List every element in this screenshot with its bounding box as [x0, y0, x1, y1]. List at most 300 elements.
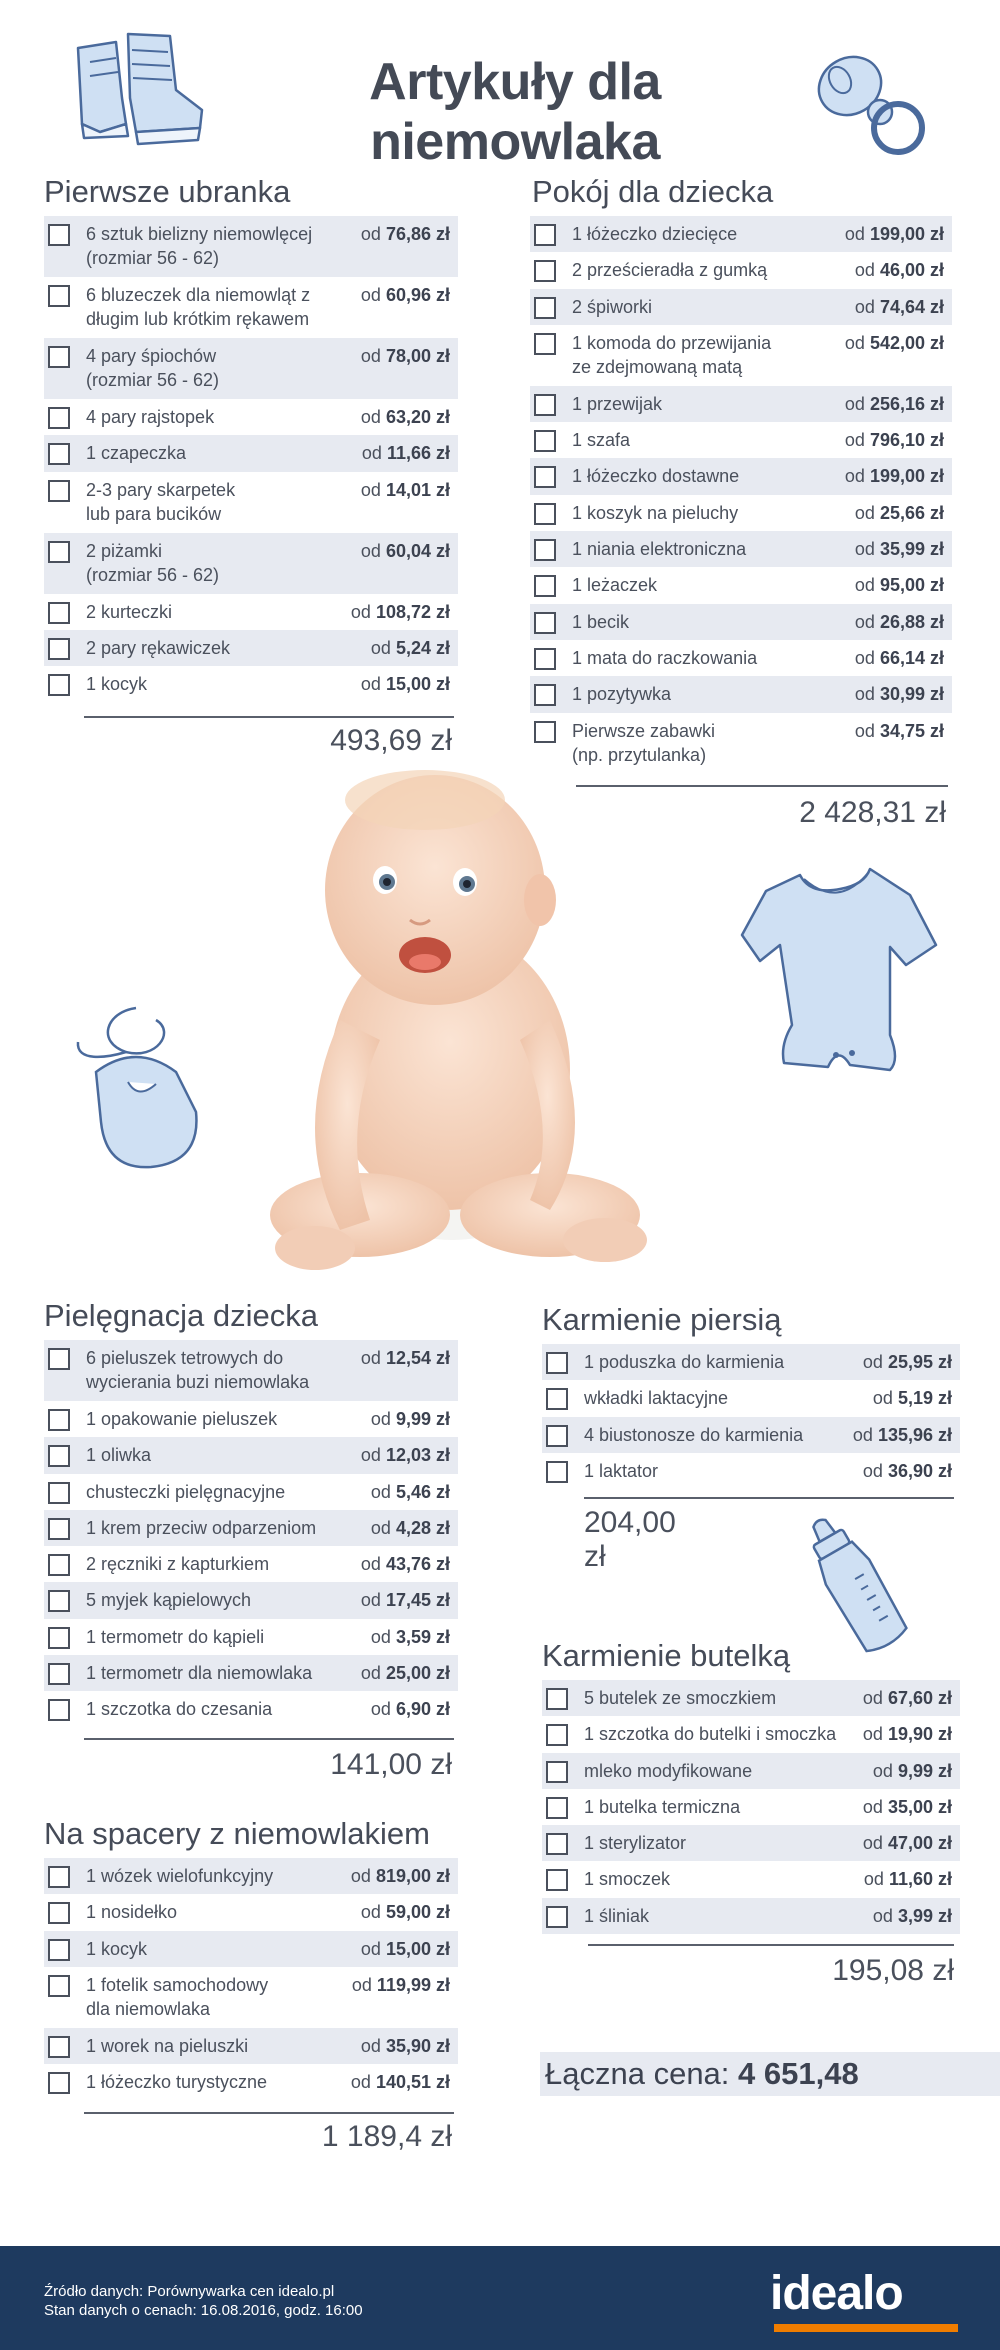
item-price [361, 1937, 458, 1961]
checkbox[interactable] [48, 541, 70, 563]
item-name: 1 smoczek [584, 1869, 671, 1890]
price-value: 140,51 zł [375, 2072, 450, 2093]
price-value: 12,54 zł [385, 1348, 450, 1368]
checkbox[interactable] [48, 1939, 70, 1961]
list-item [542, 1453, 960, 1489]
item-name: 2 śpiworki [572, 296, 653, 317]
item-price [855, 719, 952, 743]
price-prefix: od [863, 1869, 884, 1890]
price-value: 35,99 zł [879, 539, 944, 560]
grand-total-label: Łączna cena: [545, 2056, 730, 2091]
item-price [855, 573, 952, 597]
checkbox[interactable] [534, 684, 556, 706]
item-price [361, 1552, 458, 1576]
breast-list [542, 1344, 960, 1489]
price-value: 11,66 zł [386, 443, 450, 464]
price-value: 43,76 zł [385, 1554, 450, 1575]
price-prefix: od [854, 539, 875, 560]
price-prefix: od [360, 2035, 381, 2056]
price-value: 5,24 zł [395, 637, 450, 658]
list-item [542, 1898, 960, 1934]
list-item [542, 1380, 960, 1416]
checkbox[interactable] [534, 575, 556, 597]
idealo-logo[interactable] [770, 2266, 960, 2336]
item-price [864, 1867, 960, 1891]
care-total: 141,00 zł [330, 1748, 452, 1781]
item-price [845, 428, 952, 452]
price-value: 796,10 zł [869, 430, 944, 451]
checkbox[interactable] [48, 1445, 70, 1467]
footer-source-line1: Źródło danych: Porównywarka cen idealo.pl [44, 2283, 335, 2300]
price-value: 25,95 zł [887, 1352, 952, 1372]
price-prefix: od [361, 443, 382, 464]
item-name: 1 komoda do przewijania ze zdejmowaną matą [572, 332, 772, 377]
item-price [855, 646, 952, 670]
item-name: 1 leżaczek [572, 575, 658, 596]
price-prefix: od [360, 1445, 381, 1466]
list-item [44, 1437, 458, 1473]
item-name: 2 ręczniki z kapturkiem [86, 1554, 270, 1575]
list-item [530, 676, 952, 712]
checkbox[interactable] [48, 1975, 70, 1997]
item-name: 1 przewijak [572, 393, 663, 414]
price-value: 3,59 zł [395, 1626, 450, 1647]
price-prefix: od [350, 1866, 371, 1886]
item-name: 1 kocyk [86, 1938, 148, 1959]
item-name: 1 koszyk na pieluchy [572, 502, 739, 523]
footer [0, 2246, 1000, 2350]
price-value: 542,00 zł [869, 332, 944, 353]
item-name: 2 piżamki (rozmiar 56 - 62) [86, 540, 220, 585]
item-name: mleko modyfikowane [584, 1760, 753, 1781]
item-price [371, 1625, 458, 1649]
price-value: 60,96 zł [385, 285, 450, 305]
list-item [44, 1691, 458, 1727]
item-name: 1 niania elektroniczna [572, 539, 747, 560]
list-item [44, 1340, 458, 1401]
item-name: 1 termometr do kąpieli [86, 1626, 265, 1647]
price-value: 76,86 zł [385, 224, 450, 244]
price-prefix: od [852, 1424, 873, 1445]
price-value: 25,00 zł [385, 1663, 450, 1684]
list-item [44, 630, 458, 666]
item-price [863, 1831, 960, 1855]
list-item [44, 216, 458, 277]
item-name: 6 sztuk bielizny niemowlęcej (rozmiar 56 - 62) [86, 224, 313, 268]
price-prefix: od [360, 224, 381, 244]
item-price [855, 537, 952, 561]
price-prefix: od [854, 720, 875, 741]
price-prefix: od [360, 407, 381, 427]
checkbox[interactable] [48, 1902, 70, 1924]
checkbox[interactable] [534, 333, 556, 355]
item-price [371, 1516, 458, 1540]
checkbox[interactable] [48, 1866, 70, 1888]
item-price [351, 600, 458, 624]
item-name: chusteczki pielęgnacyjne [86, 1481, 286, 1502]
price-value: 36,90 zł [887, 1460, 952, 1481]
checkbox[interactable] [546, 1352, 568, 1374]
checkbox[interactable] [534, 612, 556, 634]
item-price [351, 2070, 458, 2094]
list-item [44, 2064, 458, 2100]
idealo-logo-bar [774, 2324, 958, 2332]
section-title-room: Pokój dla dziecka [532, 174, 774, 209]
price-prefix: od [360, 346, 381, 366]
item-price [853, 1423, 960, 1447]
list-item [44, 399, 458, 435]
checkbox[interactable] [48, 1348, 70, 1370]
list-item [542, 1417, 960, 1453]
checkbox[interactable] [48, 443, 70, 465]
checkbox[interactable] [48, 674, 70, 696]
section-title-bottle: Karmienie butelką [542, 1638, 791, 1673]
grand-total-value: 4 651,48 [738, 2056, 859, 2091]
item-name: 1 łóżeczko dziecięce [572, 224, 738, 244]
checkbox[interactable] [534, 503, 556, 525]
onesie-icon [740, 855, 940, 1085]
item-name: 2 kurteczki [86, 601, 173, 622]
list-item [44, 1894, 458, 1930]
breast-total: 204,00 zł [584, 1506, 676, 1573]
baby-shoes-icon [70, 28, 210, 153]
checkbox[interactable] [546, 1797, 568, 1819]
price-prefix: od [854, 502, 875, 523]
item-name: 1 poduszka do karmienia [584, 1352, 785, 1372]
price-prefix: od [360, 1590, 381, 1611]
list-item [44, 666, 458, 702]
item-price [873, 1759, 960, 1783]
bib-icon [66, 1002, 216, 1182]
item-name: 1 łóżeczko dostawne [572, 466, 740, 487]
price-prefix: od [862, 1833, 883, 1854]
footer-source [44, 2282, 363, 2320]
price-value: 135,96 zł [877, 1424, 952, 1445]
item-name: 1 laktator [584, 1460, 659, 1481]
price-prefix: od [862, 1688, 883, 1708]
price-value: 199,00 zł [869, 224, 944, 244]
checkbox[interactable] [48, 285, 70, 307]
pacifier-icon [808, 36, 933, 161]
item-price [361, 1443, 458, 1467]
item-name: 2 pary rękawiczek [86, 637, 231, 658]
section-title-walks: Na spacery z niemowlakiem [44, 1816, 430, 1851]
checkbox[interactable] [534, 466, 556, 488]
walks-total: 1 189,4 zł [321, 2120, 452, 2153]
checkbox[interactable] [546, 1869, 568, 1891]
item-price [855, 258, 952, 282]
price-prefix: od [370, 1699, 391, 1720]
checkbox[interactable] [48, 1518, 70, 1540]
checkbox[interactable] [48, 1627, 70, 1649]
price-prefix: od [360, 1554, 381, 1575]
checkbox[interactable] [48, 407, 70, 429]
page-title: Artykuły dla niemowlaka [369, 53, 661, 171]
item-price [361, 2034, 458, 2058]
item-name: 4 pary śpiochów (rozmiar 56 - 62) [86, 346, 220, 390]
price-value: 60,04 zł [385, 540, 450, 561]
price-value: 35,00 zł [887, 1796, 952, 1817]
price-value: 9,99 zł [395, 1409, 450, 1429]
item-price [371, 636, 458, 660]
list-item [530, 289, 952, 325]
price-prefix: od [360, 285, 381, 305]
item-name: 1 butelka termiczna [584, 1796, 741, 1817]
price-prefix: od [854, 647, 875, 668]
price-prefix: od [360, 1348, 381, 1368]
item-price [863, 1722, 960, 1746]
item-price [845, 222, 952, 246]
price-value: 47,00 zł [887, 1833, 952, 1854]
price-prefix: od [872, 1760, 893, 1781]
list-item [530, 252, 952, 288]
price-value: 9,99 zł [897, 1760, 952, 1781]
checkbox[interactable] [48, 2072, 70, 2094]
checkbox[interactable] [534, 297, 556, 319]
section-title-care: Pielęgnacja dziecka [44, 1298, 319, 1333]
section-title-breast: Karmienie piersią [542, 1302, 782, 1337]
list-item [530, 216, 952, 252]
list-item [542, 1861, 960, 1897]
list-item [542, 1825, 960, 1861]
list-item [44, 594, 458, 630]
checkbox[interactable] [546, 1906, 568, 1928]
price-prefix: od [360, 1902, 381, 1923]
checkbox[interactable] [546, 1425, 568, 1447]
item-name: 1 krem przeciw odparzeniom [86, 1517, 317, 1538]
checkbox[interactable] [48, 1663, 70, 1685]
price-value: 59,00 zł [385, 1902, 450, 1923]
section-title-clothes: Pierwsze ubranka [44, 174, 291, 209]
list-item [44, 435, 458, 471]
walks-list [44, 1858, 458, 2100]
checkbox[interactable] [534, 430, 556, 452]
price-prefix: od [854, 611, 875, 632]
baby-bottle-icon [790, 1510, 920, 1660]
price-prefix: od [872, 1905, 893, 1926]
price-value: 4,28 zł [395, 1517, 450, 1538]
list-item [44, 1510, 458, 1546]
item-name: 5 butelek ze smoczkiem [584, 1688, 777, 1708]
price-prefix: od [351, 1974, 372, 1995]
checkbox[interactable] [546, 1724, 568, 1746]
price-prefix: od [350, 601, 371, 622]
price-value: 25,66 zł [879, 502, 944, 523]
item-price [845, 331, 952, 355]
item-name: 2-3 pary skarpetek lub para bucików [86, 479, 236, 524]
item-price [361, 1661, 458, 1685]
checkbox[interactable] [48, 1482, 70, 1504]
item-price [371, 1407, 458, 1431]
checkbox[interactable] [48, 2036, 70, 2058]
item-price [361, 1900, 458, 1924]
price-value: 256,16 zł [869, 393, 944, 414]
item-price [371, 1480, 458, 1504]
item-price [855, 610, 952, 634]
clothes-list [44, 216, 458, 702]
item-name: 1 sterylizator [584, 1833, 687, 1854]
item-price [863, 1459, 960, 1483]
price-value: 12,03 zł [385, 1445, 450, 1466]
price-value: 119,99 zł [376, 1974, 450, 1995]
footer-source-line2: Stan danych o cenach: 16.08.2016, godz. 16:00 [44, 2302, 363, 2319]
item-name: 1 czapeczka [86, 443, 187, 464]
item-price [371, 1697, 458, 1721]
item-name: 1 łóżeczko turystyczne [86, 2072, 268, 2093]
item-name: 2 prześcieradła z gumką [572, 260, 768, 281]
item-name: 1 szczotka do butelki i smoczka [584, 1724, 837, 1745]
price-prefix: od [360, 540, 381, 561]
list-item [44, 1655, 458, 1691]
item-price [361, 283, 458, 307]
care-list [44, 1340, 458, 1728]
price-value: 11,60 zł [888, 1869, 952, 1890]
price-value: 5,46 zł [395, 1481, 450, 1502]
list-item [44, 1967, 458, 2028]
price-value: 3,99 zł [897, 1905, 952, 1926]
price-value: 108,72 zł [375, 601, 450, 622]
price-value: 78,00 zł [385, 346, 450, 366]
checkbox[interactable] [48, 1590, 70, 1612]
item-name: 1 szczotka do czesania [86, 1699, 273, 1720]
item-name: 1 kocyk [86, 674, 148, 695]
checkbox[interactable] [546, 1688, 568, 1710]
checkbox[interactable] [48, 1699, 70, 1721]
checkbox[interactable] [48, 602, 70, 624]
item-price [855, 295, 952, 319]
item-name: 5 myjek kąpielowych [86, 1590, 252, 1611]
list-item [44, 1931, 458, 1967]
list-item [542, 1680, 960, 1716]
item-price [361, 478, 458, 502]
list-item [44, 1858, 458, 1894]
checkbox[interactable] [546, 1833, 568, 1855]
price-prefix: od [862, 1352, 883, 1372]
list-item [44, 1546, 458, 1582]
item-price [361, 222, 458, 246]
price-prefix: od [862, 1460, 883, 1481]
price-value: 819,00 zł [375, 1866, 450, 1886]
price-prefix: od [844, 430, 865, 451]
clothes-divider [84, 716, 454, 718]
price-prefix: od [370, 1626, 391, 1647]
checkbox[interactable] [48, 1554, 70, 1576]
checkbox[interactable] [48, 224, 70, 246]
list-item [44, 277, 458, 338]
item-price [361, 1346, 458, 1370]
price-prefix: od [862, 1724, 883, 1745]
item-price [361, 672, 458, 696]
price-prefix: od [370, 1481, 391, 1502]
price-value: 63,20 zł [385, 407, 450, 427]
price-value: 19,90 zł [887, 1724, 952, 1745]
item-price [863, 1350, 960, 1374]
price-prefix: od [360, 479, 381, 500]
baby-photo [220, 770, 700, 1290]
price-value: 199,00 zł [869, 466, 944, 487]
list-item [530, 386, 952, 422]
checkbox[interactable] [48, 480, 70, 502]
item-name: 1 śliniak [584, 1905, 650, 1926]
price-prefix: od [360, 1663, 381, 1684]
price-value: 6,90 zł [395, 1699, 450, 1720]
price-value: 95,00 zł [879, 575, 944, 596]
price-value: 15,00 zł [385, 674, 450, 695]
list-item [530, 495, 952, 531]
list-item [542, 1716, 960, 1752]
item-price [863, 1795, 960, 1819]
list-item [530, 713, 952, 774]
checkbox[interactable] [534, 539, 556, 561]
bottle-divider [588, 1944, 954, 1946]
grand-total [540, 2052, 1000, 2096]
item-price [361, 1588, 458, 1612]
bottle-list [542, 1680, 960, 1934]
breast-divider [584, 1497, 954, 1499]
list-item [530, 640, 952, 676]
checkbox[interactable] [534, 224, 556, 246]
care-divider [84, 1738, 454, 1740]
checkbox[interactable] [546, 1461, 568, 1483]
price-value: 14,01 zł [385, 479, 450, 500]
price-prefix: od [370, 1409, 391, 1429]
item-price [873, 1386, 960, 1410]
item-price [845, 464, 952, 488]
price-value: 35,90 zł [385, 2035, 450, 2056]
price-value: 67,60 zł [887, 1688, 952, 1708]
price-prefix: od [360, 1938, 381, 1959]
item-name: 1 pozytywka [572, 684, 672, 705]
price-prefix: od [370, 637, 391, 658]
item-name: 1 oliwka [86, 1445, 152, 1466]
price-prefix: od [844, 466, 865, 487]
list-item [44, 1619, 458, 1655]
checkbox[interactable] [48, 638, 70, 660]
item-name: Pierwsze zabawki (np. przytulanka) [572, 720, 716, 765]
price-prefix: od [844, 393, 865, 414]
price-value: 5,19 zł [897, 1388, 952, 1409]
item-name: 1 becik [572, 611, 630, 632]
item-name: 1 nosidełko [86, 1902, 178, 1923]
checkbox[interactable] [546, 1388, 568, 1410]
list-item [542, 1753, 960, 1789]
checkbox[interactable] [534, 260, 556, 282]
price-prefix: od [844, 332, 865, 353]
list-item [44, 1401, 458, 1437]
item-name: 6 bluzeczek dla niemowląt z długim lub krótkim rękawem [86, 285, 311, 329]
list-item [44, 2028, 458, 2064]
list-item [530, 422, 952, 458]
item-price [362, 441, 458, 465]
checkbox[interactable] [546, 1761, 568, 1783]
price-prefix: od [844, 224, 865, 244]
item-price [845, 392, 952, 416]
item-price [863, 1686, 960, 1710]
item-name: 1 wózek wielofunkcyjny [86, 1866, 274, 1886]
room-list [530, 216, 952, 774]
checkbox[interactable] [534, 394, 556, 416]
list-item [542, 1789, 960, 1825]
checkbox[interactable] [48, 346, 70, 368]
clothes-total: 493,69 zł [330, 724, 452, 757]
checkbox[interactable] [534, 721, 556, 743]
item-name: 4 biustonosze do karmienia [584, 1424, 804, 1445]
list-item [44, 472, 458, 533]
list-item [44, 1582, 458, 1618]
checkbox[interactable] [534, 648, 556, 670]
checkbox[interactable] [48, 1409, 70, 1431]
price-value: 15,00 zł [385, 1938, 450, 1959]
